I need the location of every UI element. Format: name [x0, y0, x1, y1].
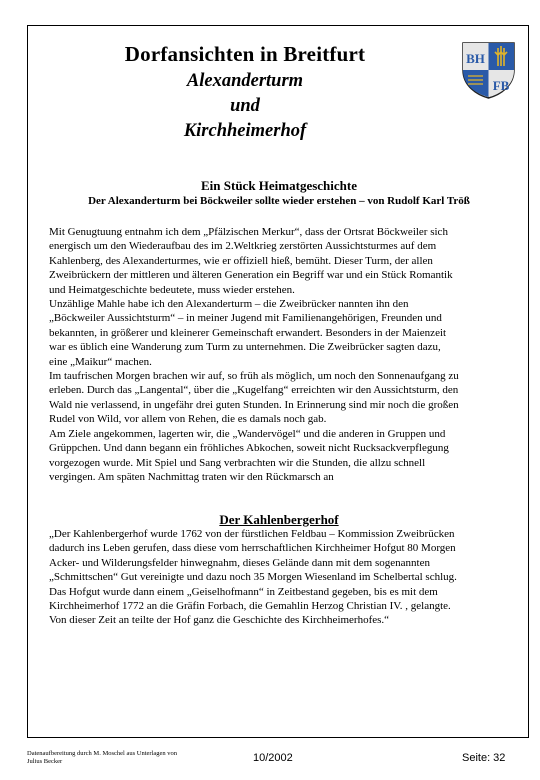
- page-title: Dorfansichten in Breitfurt: [124, 42, 366, 66]
- article-line: Am Ziele angekommen, lagerten wir, die „Wandervögel“ und die anderen in Gruppen und: [49, 427, 446, 440]
- article-line: Rudel von Wild, vor allem von Rehen, die es damals noch gab.: [49, 413, 327, 426]
- article-line: vorgezogen wurde. Mit Spiel und Sang verbrachten wir die Stunden, die allzu schnell: [49, 456, 426, 469]
- crest-letters-bottom: FB: [492, 78, 510, 93]
- article-line: erleben. Durch das „Langental“, über die „Kugelfang“ erreichten wir den Aussichtsturm, den: [49, 384, 459, 397]
- article-line: und Heimatgeschichte bedeutete, muss wieder erstehen.: [49, 283, 295, 296]
- page-subtitle-2: und: [230, 96, 260, 116]
- article-line: Wald nie verlassend, in ungefähr drei guten Stunden. In Erinnerung sind mir noch die großen: [49, 398, 459, 411]
- article-line: Grüppchen. Und dann begann ein fröhliches Abkochen, soweit nicht Rucksackverpflegung: [49, 442, 449, 455]
- coat-of-arms-icon: [460, 40, 517, 100]
- article-line: vergingen. Am späten Nachmittag traten wir den Rückmarsch an: [49, 470, 334, 483]
- footer-credit-line-2: Julius Becker: [27, 758, 63, 765]
- article-line: energisch um den Wiederaufbau des im 2.Weltkrieg zerstörten Aussichtsturmes auf dem: [49, 240, 437, 253]
- footer-date: 10/2002: [253, 752, 293, 764]
- article-line: eine „Maikur“ machen.: [49, 355, 152, 368]
- kahlenberg-body: [49, 527, 499, 628]
- kahlenberg-line: „Schmittschen“ Gut vereinigte und dazu noch 35 Morgen Wiesenland im Schelbertal schlug.: [49, 571, 457, 584]
- section-heading-kahlenbergerhof: Der Kahlenbergerhof: [219, 512, 339, 527]
- article-line: Im taufrischen Morgen brachen wir auf, so früh als möglich, um noch den Sonnenaufgang zu: [49, 370, 459, 383]
- article-line: Kahlenberg, des Alexanderturmes, wie er offiziell hieß, bemüht. Dieser Turm, der allen: [49, 254, 433, 267]
- kahlenberg-line: Kirchheimerhof 1772 an die Gräfin Forbach, die Gemahlin Herzog Christian IV. , gelangte.: [49, 600, 451, 613]
- kahlenberg-line: dadurch ins Leben gerufen, dass diese vom herrschaftlichen Kirchheimer Hofgut 80 Morgen: [49, 542, 456, 555]
- article-line: war es üblich eine Wanderung zum Turm zu unternehmen. Die Zweibrücker sagten dazu,: [49, 341, 441, 354]
- kahlenberg-line: „Der Kahlenbergerhof wurde 1762 von der fürstlichen Feldbau – Kommission Zweibrücken: [49, 528, 455, 540]
- article-line: bekannten, in größerer und kleinerer Gemeinschaft erwandert. Besonders in der Maienzeit: [49, 326, 447, 339]
- crest-letters-top: BH: [466, 51, 485, 66]
- footer-credit-line-1: Datenaufbereitung durch M. Moschel aus Unterlagen von: [27, 750, 177, 757]
- footer-credit: [27, 750, 232, 766]
- kahlenberg-line: Das Hofgut wurde dann einem „Geiselhofmann“ in Zeitbestand gegeben, bis es mit dem: [49, 585, 438, 598]
- article-subheading: Der Alexanderturm bei Böckweiler sollte wieder erstehen – von Rudolf Karl Tröß: [88, 195, 470, 207]
- kahlenberg-line: Von dieser Zeit an teilte der Hof ganz die Geschichte des Kirchheimerhofes.“: [49, 614, 390, 627]
- footer-page-number: Seite: 32: [462, 752, 506, 764]
- article-line: Mit Genugtuung entnahm ich dem „Pfälzischen Merkur“, dass der Ortsrat Böckweiler sich: [49, 226, 448, 238]
- page-subtitle-1: Alexanderturm: [186, 71, 304, 91]
- page-subtitle-3: Kirchheimerhof: [183, 121, 307, 141]
- kahlenberg-line: Acker- und Wilderungsfelder hinwegnahm, dieses Gelände dann mit dem sogenannten: [49, 556, 430, 569]
- article-body: [49, 225, 499, 484]
- article-line: Unzählige Mahle habe ich den Alexanderturm – die Zweibrücker nannten ihn den: [49, 298, 409, 311]
- article-line: Zweibrückern der mittleren und älteren Generation ein Begriff war und ein Stück Romantik: [49, 269, 453, 282]
- article-line: „Böckweiler Aussichtsturm“ – in meiner Jugend mit Familienangehörigen, Freunden und: [49, 312, 442, 325]
- article-heading: Ein Stück Heimatgeschichte: [201, 178, 357, 193]
